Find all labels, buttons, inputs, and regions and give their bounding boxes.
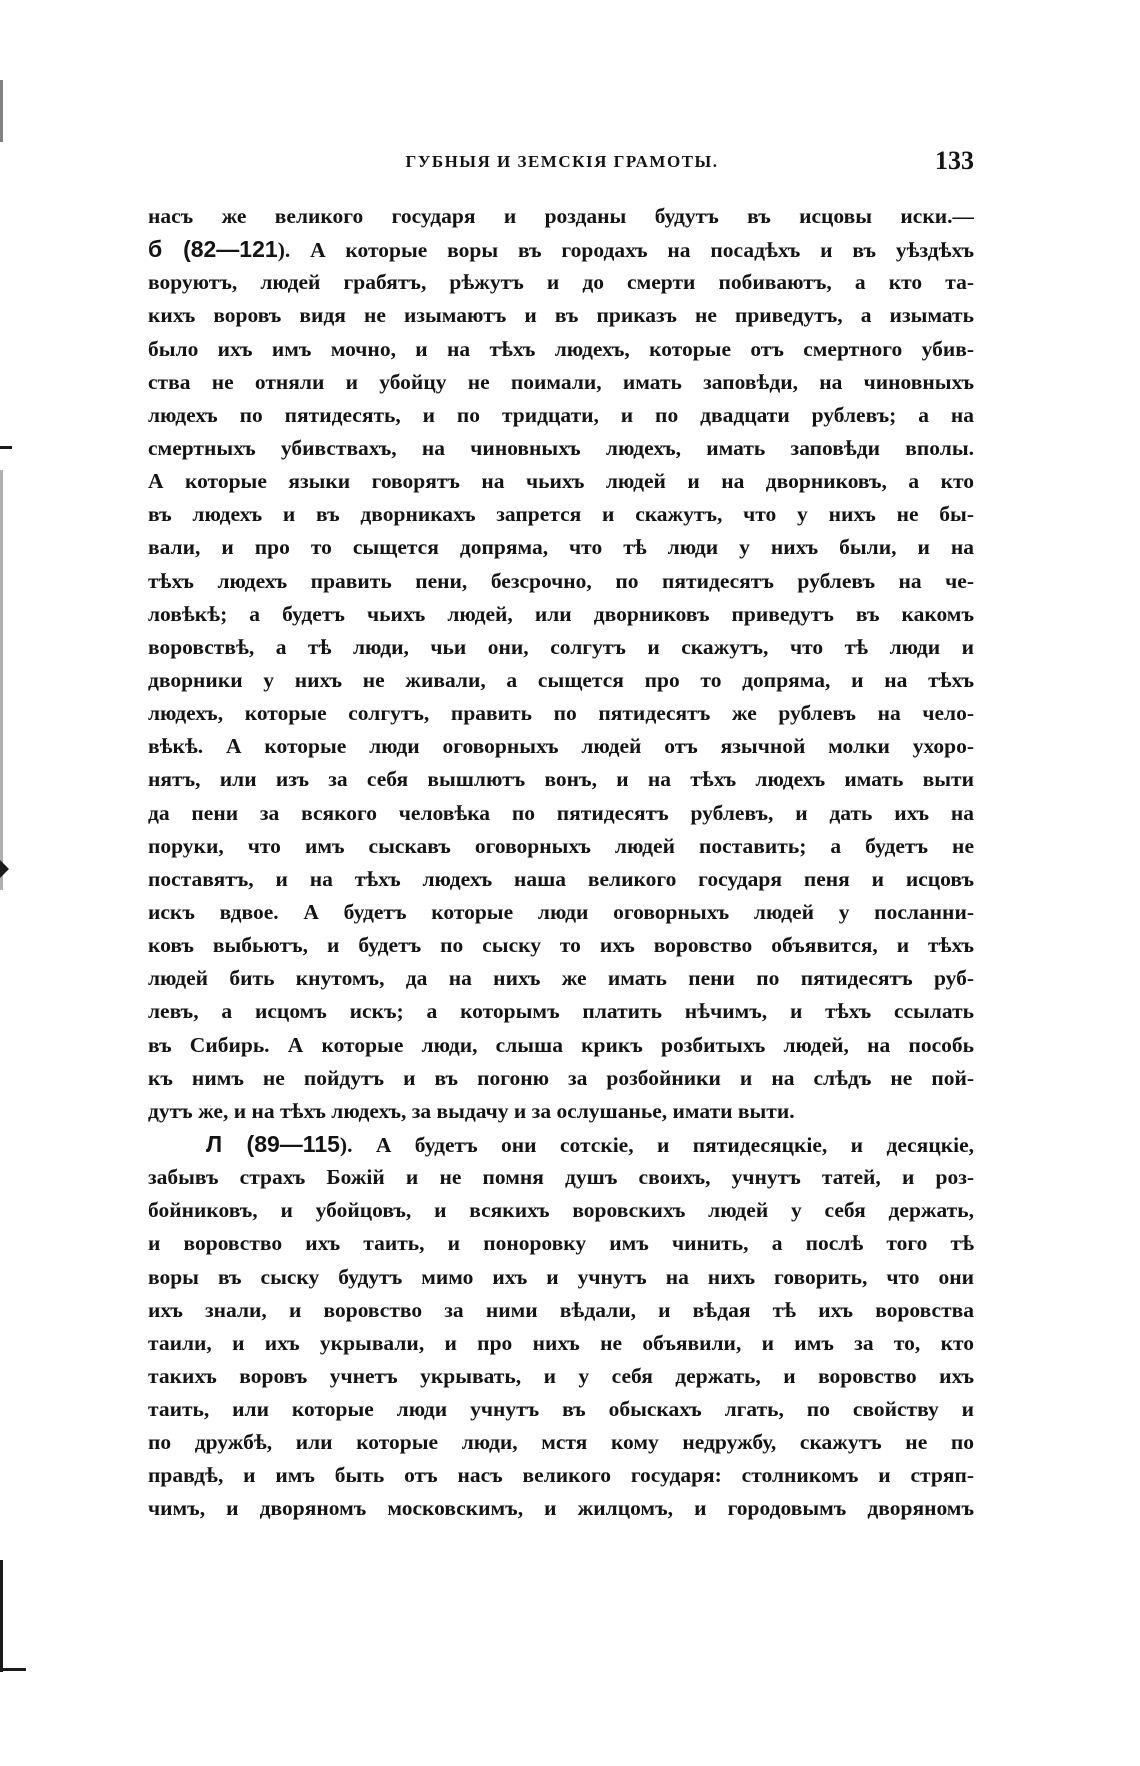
text-line: тѣхъ людехъ править пени, безсрочно, по пятидесятъ рублевъ на че- xyxy=(148,568,974,593)
running-head xyxy=(150,148,974,178)
text-line: дутъ же, и на тѣхъ людехъ, за выдачу и за ослушанье, имати выти. xyxy=(148,1098,795,1123)
text-line: чимъ, и дворяномъ московскимъ, и жилцомъ, и городовымъ дворяномъ xyxy=(148,1496,974,1521)
text-line: вали, и про то сыщется допряма, что тѣ люди у нихъ были, и на xyxy=(148,535,974,560)
text-line: ихъ знали, и воровство за ними вѣдали, и вѣдая тѣ ихъ воровства xyxy=(148,1297,974,1322)
text-line: да пени за всякого человѣка по пятидесятъ рублевъ, и дать ихъ на xyxy=(148,800,974,825)
text-line: правдѣ, и имъ быть отъ насъ великого государя: столникомъ и стряп- xyxy=(148,1463,974,1488)
text-line: было ихъ имъ мочно, и на тѣхъ людехъ, которые отъ смертного убив- xyxy=(148,336,974,361)
text-line: поставятъ, и на тѣхъ людехъ наша великого государя пеня и исцовъ xyxy=(148,866,974,891)
text-line: поруки, что имъ сыскавъ оговорныхъ людей поставить; а будетъ не xyxy=(148,833,974,858)
text-line: такихъ воровъ учнетъ укрывать, и у себя держать, и воровство ихъ xyxy=(148,1363,974,1388)
text-line: ковъ выбьютъ, и будетъ по сыску то ихъ воровство объявится, и тѣхъ xyxy=(148,933,974,958)
text-line: къ нимъ не пойдутъ и въ погоню за розбойники и на слѣдъ не пой- xyxy=(148,1065,974,1090)
text-line: ловѣкѣ; а будетъ чьихъ людей, или дворниковъ приведутъ въ какомъ xyxy=(148,601,974,626)
text-line: въ Сибирь. А которые люди, слыша крикъ розбитыхъ людей, на пособь xyxy=(148,1032,974,1057)
text-line-rest: ). А будетъ они сотскіе, и пятидесяцкіе, и десяцкіе, xyxy=(339,1132,974,1157)
scan-edge-mark xyxy=(0,446,12,449)
text-line: нятъ, или изъ за себя вышлютъ вонъ, и на тѣхъ людехъ имать выти xyxy=(148,767,974,792)
text-line: насъ же великого государя и розданы будутъ въ исцовы иски.— xyxy=(148,204,974,228)
text-line: А которые языки говорятъ на чьихъ людей и на дворниковъ, а кто xyxy=(148,469,974,494)
text-line: дворники у нихъ не живали, а сыщется про то допряма, и на тѣхъ xyxy=(148,667,974,692)
scan-edge-mark xyxy=(0,470,3,890)
section-reference: б (82—121 xyxy=(148,236,278,263)
text-line: искъ вдвое. А будетъ которые люди оговорныхъ людей у посланни- xyxy=(148,899,974,924)
text-line: вѣкѣ. А которые люди оговорныхъ людей отъ язычной молки ухоро- xyxy=(148,734,974,759)
text-line: бойниковъ, и убойцовъ, и всякихъ воровскихъ людей у себя держать, xyxy=(148,1198,974,1223)
text-line: воровствѣ, а тѣ люди, чьи они, солгутъ и скажутъ, что тѣ люди и xyxy=(148,634,974,659)
text-line: таить, или которые люди учнутъ въ обыскахъ лгать, по свойству и xyxy=(148,1397,974,1422)
section-reference: Л (89—115 xyxy=(206,1130,340,1157)
text-line: кихъ воровъ видя не изымаютъ и въ приказъ не приведутъ, а изымать xyxy=(148,303,974,328)
text-line: по дружбѣ, или которые люди, мстя кому недружбу, скажутъ не по xyxy=(148,1430,974,1455)
scan-edge-mark xyxy=(0,1560,3,1672)
text-line: воры въ сыску будутъ мимо ихъ и учнутъ на нихъ говорить, что они xyxy=(148,1264,974,1289)
text-line: ства не отняли и убойцу не поимали, имать заповѣди, на чиновныхъ xyxy=(148,369,974,394)
scan-edge-mark xyxy=(0,80,3,142)
text-line: людехъ, которые солгутъ, править по пятидесятъ же рублевъ на чело- xyxy=(148,701,974,726)
text-line: левъ, а исцомъ искъ; а которымъ платить нѣчимъ, и тѣхъ ссылать xyxy=(148,999,974,1024)
text-line: въ людехъ и въ дворникахъ запрется и скажутъ, что у нихъ не бы- xyxy=(148,502,974,527)
text-line: воруютъ, людей грабятъ, рѣжутъ и до смерти побиваютъ, а кто та- xyxy=(148,270,974,295)
page-number: 133 xyxy=(935,146,974,175)
text-line-rest: ). А которые воры въ городахъ на посадѣхъ и въ уѣздѣхъ xyxy=(277,238,974,263)
text-line: забывъ страхъ Божій и не помня душъ своихъ, учнутъ татей, и роз- xyxy=(148,1165,974,1190)
text-line: таили, и ихъ укрывали, и про нихъ не объявили, и имъ за то, кто xyxy=(148,1330,974,1355)
scan-edge-mark xyxy=(0,1668,26,1671)
text-line: смертныхъ убивствахъ, на чиновныхъ людехъ, имать заповѣди вполы. xyxy=(148,435,974,460)
running-title: ГУБНЫЯ И ЗЕМСКІЯ ГРАМОТЫ. xyxy=(405,152,719,171)
body-text xyxy=(148,200,974,1526)
text-line: людей бить кнутомъ, да на нихъ же имать пени по пятидесятъ руб- xyxy=(148,966,974,991)
scan-edge-arrow xyxy=(0,860,9,878)
paragraph-first-line xyxy=(148,1128,974,1161)
text-line xyxy=(148,233,974,266)
text-line: и воровство ихъ таить, и поноровку имъ чинить, а послѣ того тѣ xyxy=(148,1231,974,1256)
text-line: людехъ по пятидесять, и по тридцати, и по двадцати рублевъ; а на xyxy=(148,402,974,427)
